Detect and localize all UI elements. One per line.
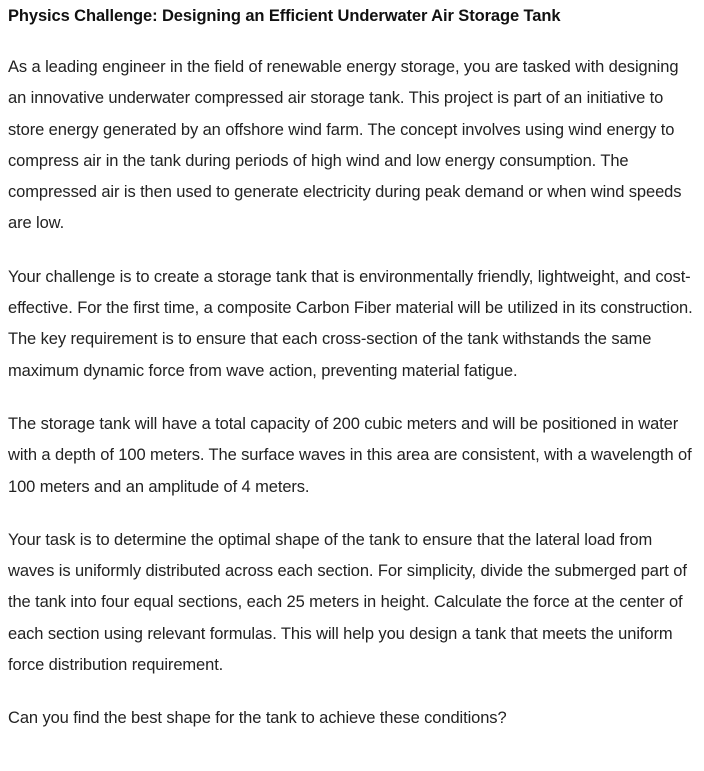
paragraph-task: Your task is to determine the optimal shape of the tank to ensure that the lateral load from waves is uniformly distributed across each section. For simplicity, divide the submerged part of the tank into four equal sections, each 25 meters in height. Calculate the force at the center of each section using relevant formulas. This will help you design a tank that meets the uniform force distribution requirement.: [8, 530, 687, 675]
document: [8, 4, 698, 735]
paragraph-challenge: Your challenge is to create a storage tank that is environmentally friendly, lightweight, and cost-effective. For the first time, a composite Carbon Fiber material will be utilized in its construction. The key requirement is to ensure that each cross-section of the tank withstands the same maximum dynamic force from wave action, preventing material fatigue.: [8, 267, 693, 380]
paragraph-intro: As a leading engineer in the field of renewable energy storage, you are tasked with designing an innovative underwater compressed air storage tank. This project is part of an initiative to store energy generated by an offshore wind farm. The concept involves using wind energy to compress air in the tank during periods of high wind and low energy consumption. The compressed air is then used to generate electricity during peak demand or when wind speeds are low.: [8, 58, 682, 233]
paragraph-question: Can you find the best shape for the tank to achieve these conditions?: [8, 709, 507, 728]
paragraph-specifications: The storage tank will have a total capacity of 200 cubic meters and will be positioned in water with a depth of 100 meters. The surface waves in this area are consistent, with a wavelength of 100 meters and an amplitude of 4 meters.: [8, 414, 692, 496]
document-title: Physics Challenge: Designing an Efficient Underwater Air Storage Tank: [8, 7, 561, 25]
